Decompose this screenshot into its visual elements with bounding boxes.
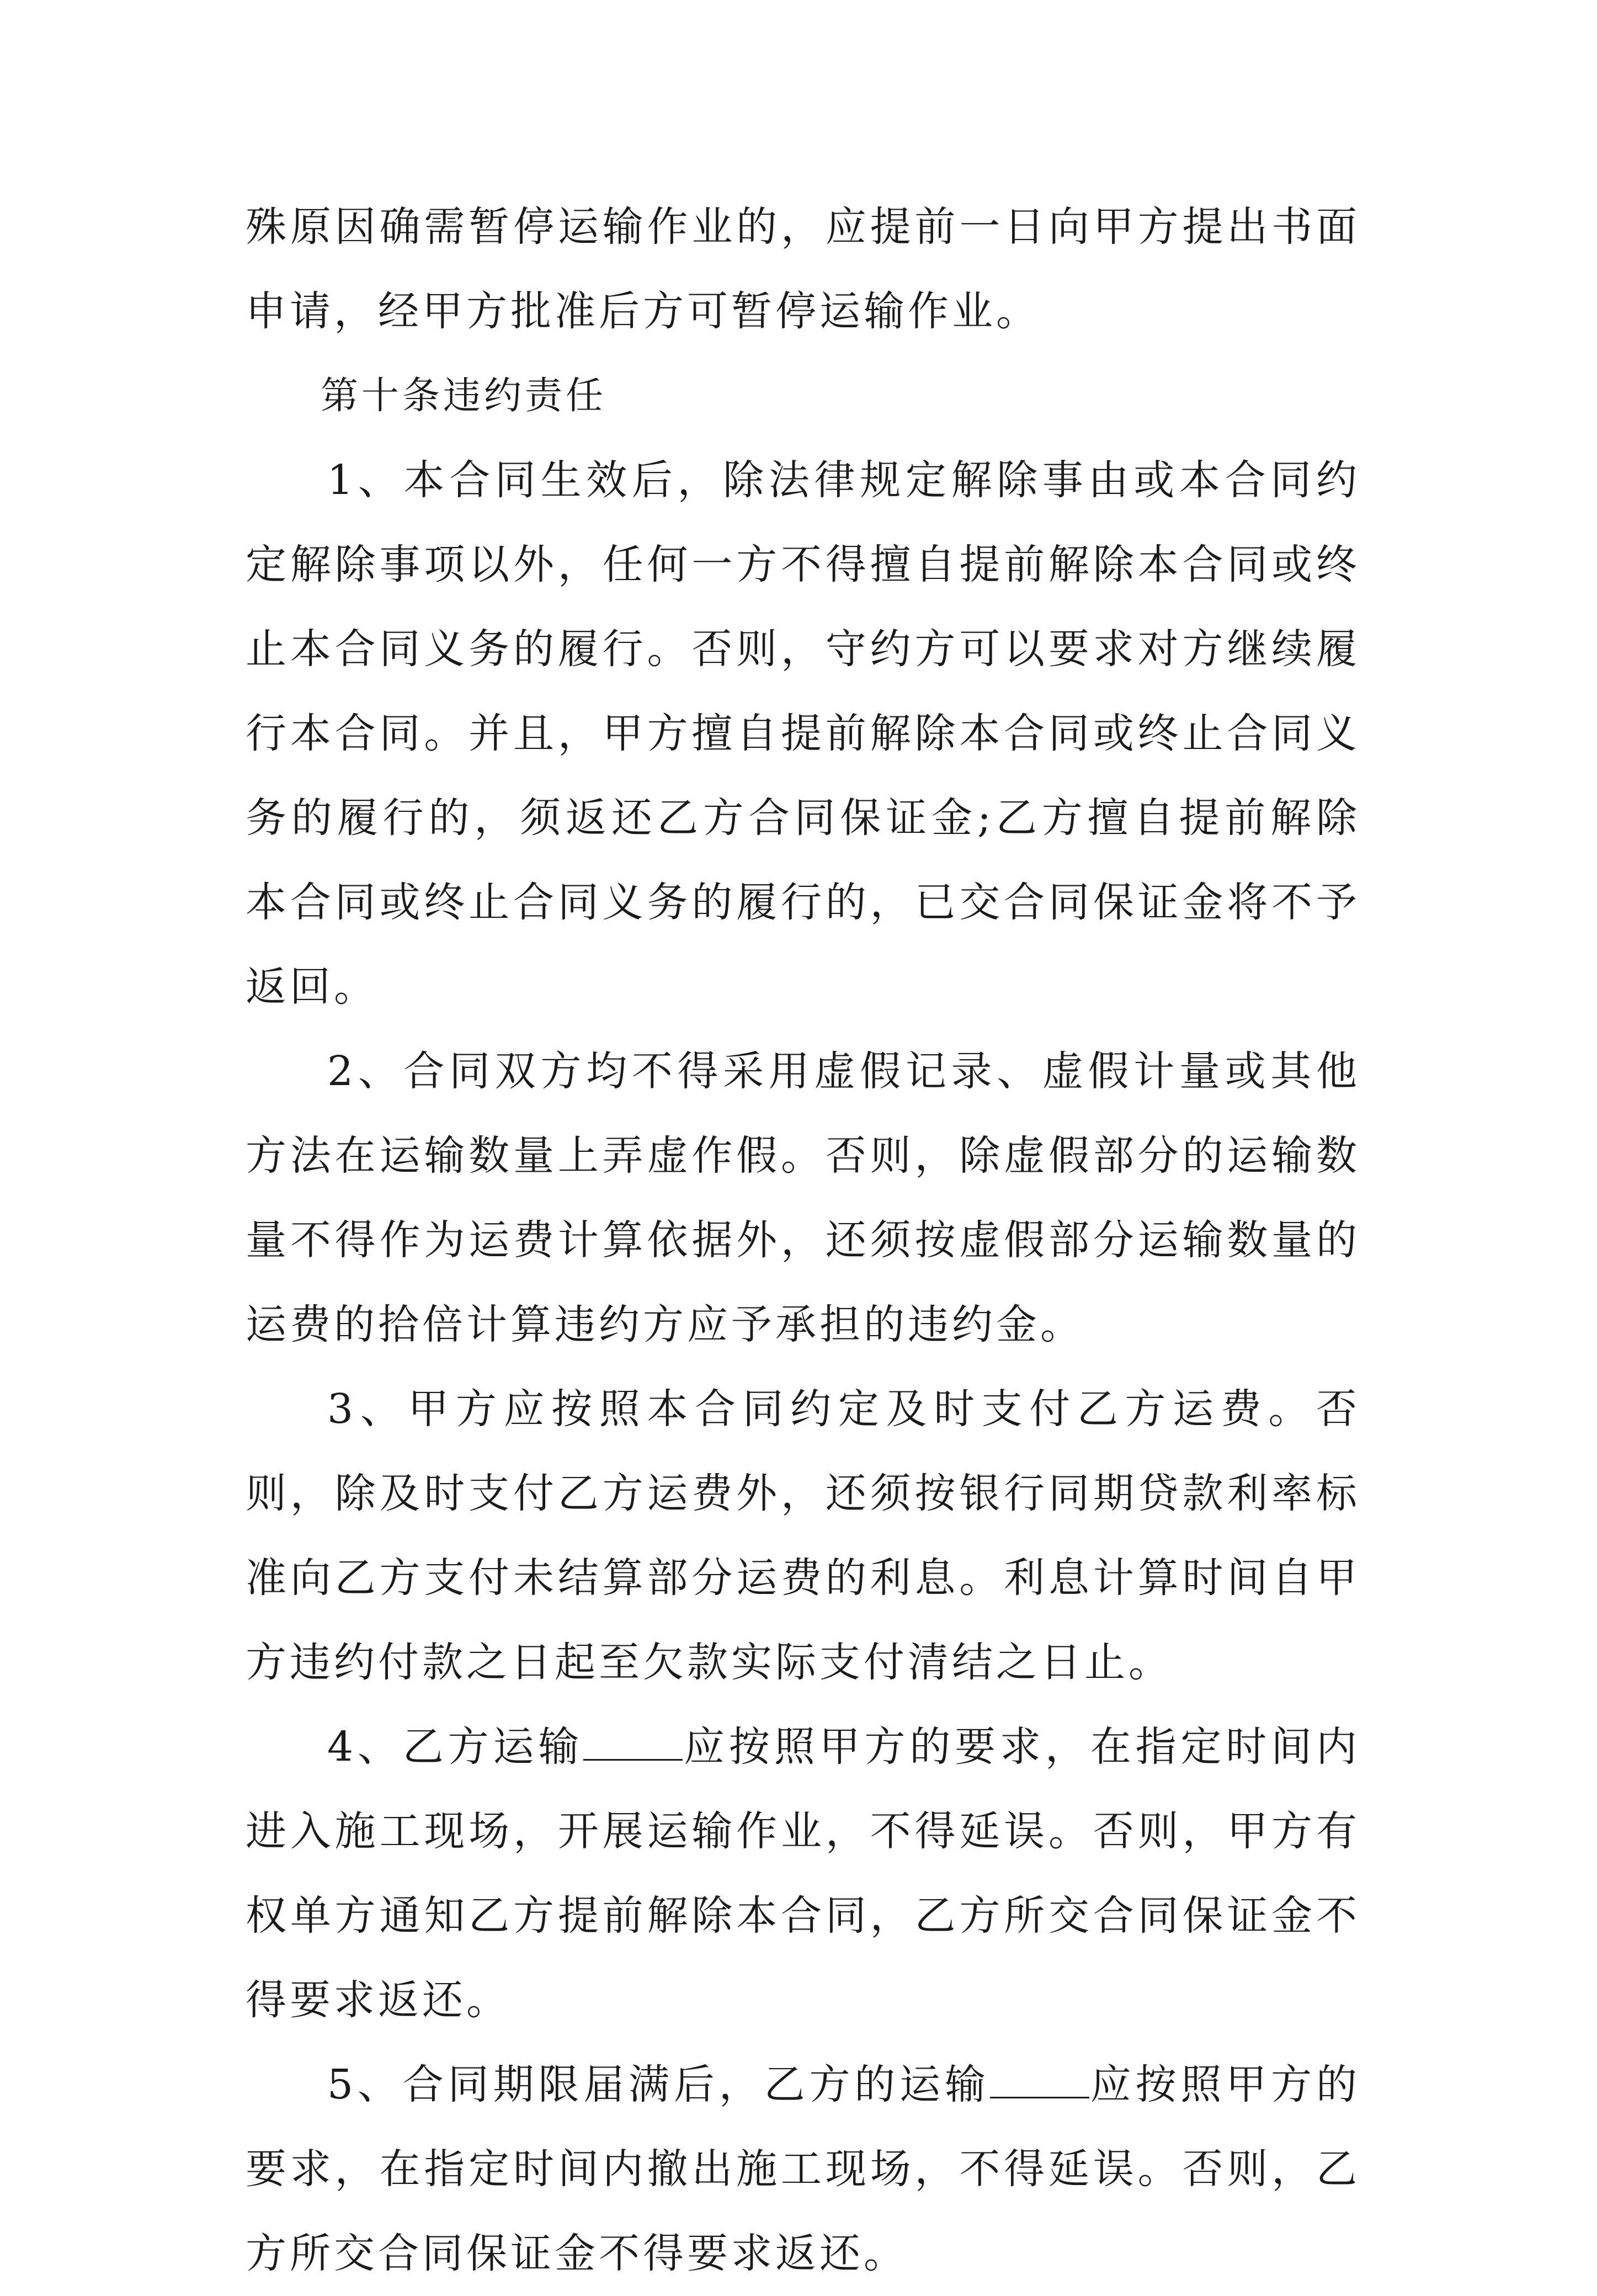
clause-4-lead: 4、乙方运输 xyxy=(327,1723,584,1771)
blank-line xyxy=(990,2064,1089,2098)
clause-1: 1、本合同生效后，除法律规定解除事由或本合同约定解除事项以外，任何一方不得擅自提前解除本合同或终止本合同义务的履行。否则，守约方可以要求对方继续履行本合同。并且，甲方擅自提前解除本合同或终止合同义务的履行的，须返还乙方合同保证金;乙方擅自提前解除本合同或终止合同义务的履行的，已交合同保证金将不予返回。 xyxy=(246,456,1360,1011)
section-heading: 第十条违约责任 xyxy=(321,374,607,418)
clause-3: 3、甲方应按照本合同约定及时支付乙方运费。否则，除及时支付乙方运费外，还须按银行同期贷款利率标准向乙方支付未结算部分运费的利息。利息计算时间自甲方违约付款之日起至欠款实际支付清结之日止。 xyxy=(246,1385,1360,1686)
clause-4 xyxy=(246,1705,1360,2043)
clause-5-rest: 应按照甲方的要求，在指定时间内撤出施工现场，不得延误。否则，乙方所交合同保证金不得要求返还。 xyxy=(246,2061,1360,2277)
clause-5 xyxy=(246,2043,1360,2296)
clause-4-rest: 应按照甲方的要求，在指定时间内进入施工现场，开展运输作业，不得延误。否则，甲方有权单方通知乙方提前解除本合同，乙方所交合同保证金不得要求返还。 xyxy=(246,1723,1360,2024)
blank-line xyxy=(583,1726,683,1761)
paragraph-continuation: 殊原因确需暂停运输作业的，应提前一日向甲方提出书面申请，经甲方批准后方可暂停运输作业。 xyxy=(246,203,1360,335)
document-body xyxy=(246,185,1360,2296)
clause-5-lead: 5、合同期限届满后，乙方的运输 xyxy=(327,2061,990,2108)
clause-2: 2、合同双方均不得采用虚假记录、虚假计量或其他方法在运输数量上弄虚作假。否则，除虚假部分的运输数量不得作为运费计算依据外，还须按虚假部分运输数量的运费的拾倍计算违约方应予承担的违约金。 xyxy=(246,1048,1360,1348)
